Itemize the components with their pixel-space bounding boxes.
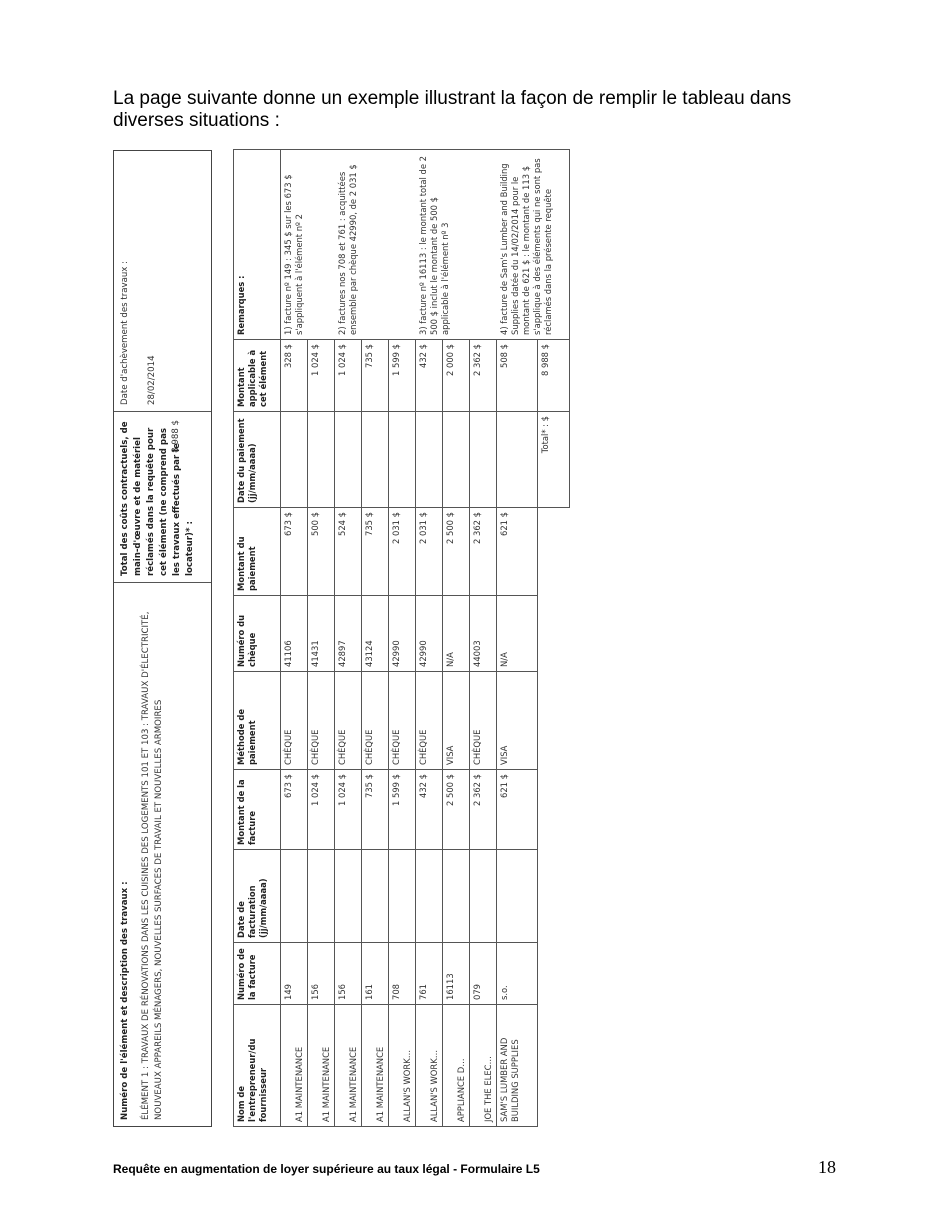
table-cell: 156 [308,943,335,1005]
element-description: ÉLÉMENT 1 : TRAVAUX DE RÉNOVATIONS DANS LES CUISINES DES LOGEMENTS 101 ET 103 : TRAVAUX D'ÉLECTRICITÉ, NOUVEAUX APPAREILS MÉNAGERS, NOUVELLES SURFACES DE TRAVAIL ET NOUVELLES ARMOIRES [141,611,164,1120]
table-cell: 2 000 $ [443,340,470,412]
table-cell: CHÈQUE [416,672,443,770]
empty-cell [538,596,570,672]
table-cell: A1 MAINTENANCE [308,1005,335,1127]
table-cell: 41106 [281,596,308,672]
column-header: Méthode de paiement [234,672,281,770]
footer-title: Requête en augmentation de loyer supérieure au taux légal - Formulaire L5 [113,1162,540,1176]
empty-cell [538,508,570,596]
table-cell: 1 024 $ [308,340,335,412]
table-row [470,150,497,1127]
table-cell: 673 $ [281,770,308,850]
table-cell: A1 MAINTENANCE [362,1005,389,1127]
table-cell: ALLAN'S WORK… [416,1005,443,1127]
table-cell: 2 031 $ [389,508,416,596]
table-row [389,150,416,1127]
table-cell: ALLAN'S WORK… [389,1005,416,1127]
table-cell: N/A [443,596,470,672]
total-value: 8 988 $ [538,340,570,412]
table-cell: 524 $ [335,508,362,596]
table-cell: 1 599 $ [389,340,416,412]
column-header: Date du paiement (jj/mm/aaaa) [234,412,281,508]
table-cell: s.o. [497,943,538,1005]
table-cell [362,850,389,943]
table-cell: SAM'S LUMBER AND BUILDING SUPPLIES [497,1005,538,1127]
table-cell [389,412,416,508]
summary-box [113,150,212,1127]
table-cell: CHÈQUE [308,672,335,770]
table-cell: 41431 [308,596,335,672]
table-cell: 2 500 $ [443,508,470,596]
column-header: Montant du paiement [234,508,281,596]
empty-cell [538,850,570,943]
empty-remark [470,150,497,340]
table-cell: 621 $ [497,770,538,850]
table-cell: 1 024 $ [308,770,335,850]
column-header: Remarques : [234,150,281,340]
table-cell [497,412,538,508]
table-cell: 508 $ [497,340,538,412]
table-cell: 2 362 $ [470,770,497,850]
table-cell: 149 [281,943,308,1005]
table-cell [470,412,497,508]
column-header: Nom de l'entrepreneur/du fournisseur [234,1005,281,1127]
table-cell: 44003 [470,596,497,672]
table-row [281,150,308,1127]
table-cell: 328 $ [281,340,308,412]
table-cell: VISA [497,672,538,770]
column-header: Montant applicable à cet élément [234,340,281,412]
table-cell [281,850,308,943]
table-cell: APPLIANCE D… [443,1005,470,1127]
table-cell: 432 $ [416,340,443,412]
rotated-form [113,150,566,1127]
element-label: Numéro de l'élément et description des travaux : [120,881,130,1120]
invoice-table [233,149,570,1127]
table-cell: 156 [335,943,362,1005]
table-cell [497,850,538,943]
table-cell: 2 362 $ [470,340,497,412]
table-cell: 1 024 $ [335,770,362,850]
table-cell: 761 [416,943,443,1005]
remark-cell: 4) facture de Sam's Lumber and Building Supplies datée du 14/02/2014 pour le montant de 621 $ : le montant de 113 $ s'applique à des éléments qui ne sont pas réclamés dans la présente requête [497,150,570,340]
page-number: 18 [818,1157,836,1177]
table-cell [308,412,335,508]
completion-date-value: 28/02/2014 [147,355,157,405]
completion-date-label: Date d'achèvement des travaux : [120,260,130,405]
table-cell: 161 [362,943,389,1005]
table-cell: CHÈQUE [389,672,416,770]
empty-remark [389,150,416,340]
remark-cell: 1) facture nº 149 : 345 $ sur les 673 $ s'appliquent à l'élément nº 2 [281,150,335,340]
remark-cell: 3) facture nº 16113 : le montant total de 2 500 $ inclut le montant de 500 $ applicable à l'élément nº 3 [416,150,470,340]
table-cell: 735 $ [362,770,389,850]
table-cell: CHÈQUE [362,672,389,770]
table-row [416,150,443,1127]
table-cell: 621 $ [497,508,538,596]
table-cell: CHÈQUE [335,672,362,770]
table-cell [389,850,416,943]
table-cell: VISA [443,672,470,770]
column-header: Numéro de la facture [234,943,281,1005]
table-cell: 42990 [389,596,416,672]
table-cell [416,850,443,943]
table-cell: A1 MAINTENANCE [335,1005,362,1127]
empty-cell [538,770,570,850]
table-cell [362,412,389,508]
table-cell: 42990 [416,596,443,672]
table-cell: CHÈQUE [470,672,497,770]
table-cell: JOE THE ELEC… [470,1005,497,1127]
table-cell: A1 MAINTENANCE [281,1005,308,1127]
column-header: Date de facturation (jj/mm/aaaa) [234,850,281,943]
remark-cell: 2) factures nos 708 et 761 : acquittées ensemble par chèque 42990, de 2 031 $ [335,150,389,340]
empty-cell [538,672,570,770]
table-cell [335,850,362,943]
table-cell: 2 031 $ [416,508,443,596]
table-cell: 432 $ [416,770,443,850]
table-cell: 2 500 $ [443,770,470,850]
table-cell [470,850,497,943]
column-header: Montant de la facture [234,770,281,850]
table-cell: 735 $ [362,340,389,412]
completion-date-cell [114,151,211,411]
table-row [335,150,362,1127]
table-cell: 708 [389,943,416,1005]
table-row [497,150,538,1127]
table-cell: 42897 [335,596,362,672]
intro-text: La page suivante donne un exemple illustrant la façon de remplir le tableau dans diverses situations : [113,88,792,131]
table-cell: 2 362 $ [470,508,497,596]
element-cell [114,582,211,1126]
total-label: Total des coûts contractuels, de main-d'œuvre et de matériel réclamés dans la requête pour cet élément (ne comprend pas les travaux effectués par le locateur)* : [120,421,195,576]
table-cell: CHÈQUE [281,672,308,770]
total-cell [114,411,211,582]
table-cell [443,412,470,508]
table-cell: 43124 [362,596,389,672]
table-cell [281,412,308,508]
table-cell [443,850,470,943]
table-cell: N/A [497,596,538,672]
empty-cell [538,1005,570,1127]
total-value: 8 988 $ [171,420,181,453]
table-cell [416,412,443,508]
table-cell: 673 $ [281,508,308,596]
table-cell: 079 [470,943,497,1005]
table-cell [335,412,362,508]
column-header: Numéro du chèque [234,596,281,672]
header-row [234,150,281,1127]
table-cell: 1 024 $ [335,340,362,412]
table-cell: 16113 [443,943,470,1005]
table-cell [308,850,335,943]
empty-cell [538,943,570,1005]
table-cell: 1 599 $ [389,770,416,850]
total-label: Total* : $ [538,412,570,508]
table-cell: 500 $ [308,508,335,596]
table-cell: 735 $ [362,508,389,596]
